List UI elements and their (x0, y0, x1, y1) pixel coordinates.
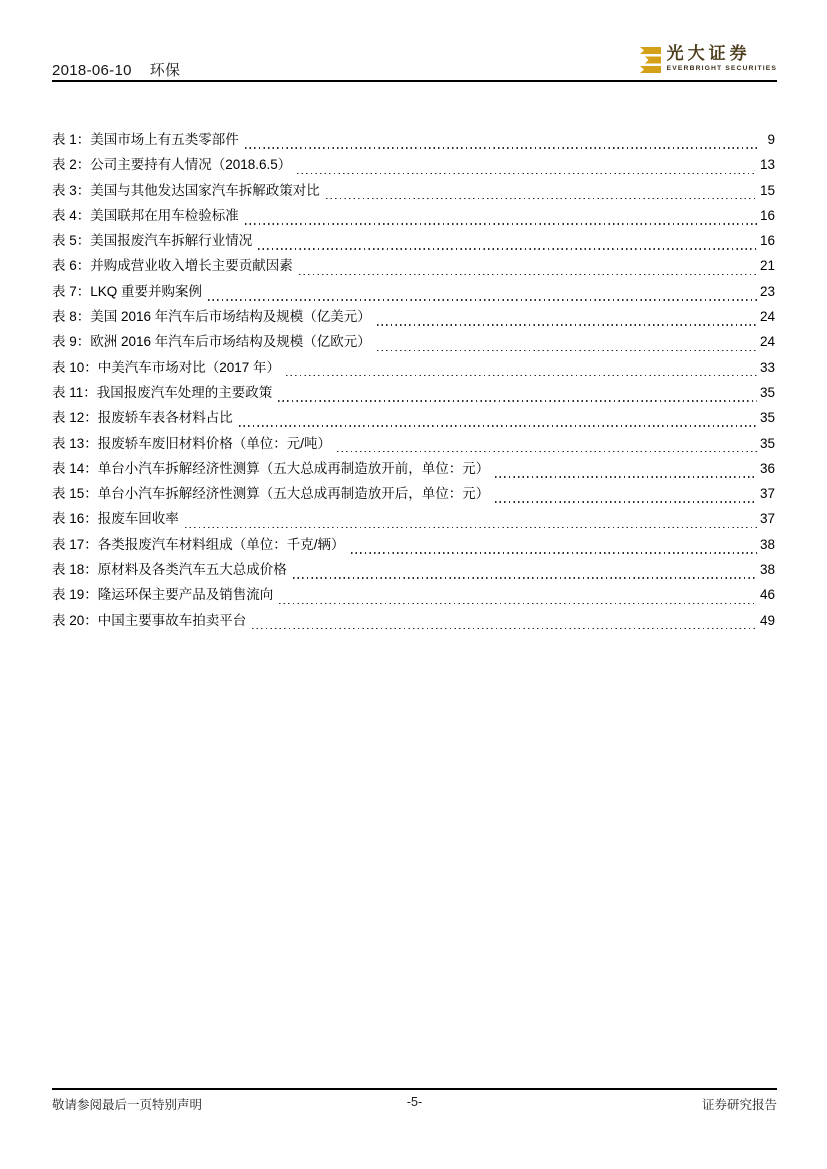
toc-entry[interactable] (52, 558, 775, 583)
brand-subtitle: EVERBRIGHT SECURITIES (666, 65, 777, 72)
toc-leader-dots (337, 451, 757, 453)
toc-entry-page: 33 (759, 359, 775, 375)
toc-leader-dots (185, 527, 757, 529)
toc-leader-dots (299, 274, 757, 276)
toc-entry-page: 23 (759, 283, 775, 299)
footer-disclaimer: 敬请参阅最后一页特别声明 (52, 1098, 203, 1112)
report-header (52, 59, 180, 80)
toc-entry-page: 37 (759, 486, 775, 502)
toc-entry[interactable] (52, 204, 775, 229)
toc-entry-label: 表 20：中国主要事故车拍卖平台 (52, 612, 247, 628)
toc-leader-dots (245, 147, 758, 149)
toc-entry-page: 35 (759, 410, 775, 426)
table-of-tables-list (52, 128, 775, 634)
toc-leader-dots (297, 173, 757, 175)
toc-entry-page: 13 (759, 157, 775, 173)
toc-leader-dots (278, 400, 757, 402)
toc-entry[interactable] (52, 533, 775, 558)
toc-entry-page: 38 (759, 562, 775, 578)
toc-entry-page: 46 (759, 587, 775, 603)
toc-entry[interactable] (52, 381, 775, 406)
toc-entry-page: 49 (759, 612, 775, 628)
toc-entry-page: 35 (759, 435, 775, 451)
toc-entry-label: 表 12：报废轿车表各材料占比 (52, 410, 233, 426)
toc-entry-page: 15 (759, 182, 775, 198)
toc-entry-page: 36 (759, 460, 775, 476)
toc-entry[interactable] (52, 229, 775, 254)
toc-leader-dots (293, 577, 757, 579)
footer-page-number: -5- (406, 1095, 423, 1109)
toc-leader-dots (377, 350, 757, 352)
toc-leader-dots (351, 552, 757, 554)
toc-entry-page: 38 (759, 536, 775, 552)
toc-entry-label: 表 16：报废车回收率 (52, 511, 179, 527)
toc-leader-dots (208, 299, 757, 301)
toc-entry[interactable] (52, 280, 775, 305)
report-date: 2018-06-10 (52, 62, 132, 79)
toc-entry-label: 表 5：美国报废汽车拆解行业情况 (52, 233, 253, 249)
toc-entry[interactable] (52, 356, 775, 381)
brand-text (667, 44, 777, 72)
toc-entry-label: 表 6：并购成营业收入增长主要贡献因素 (52, 258, 293, 274)
toc-entry[interactable] (52, 305, 775, 330)
toc-entry-label: 表 10：中美汽车市场对比（2017 年） (52, 359, 281, 375)
footer-divider (52, 1088, 777, 1090)
toc-entry-page: 9 (767, 132, 775, 147)
toc-leader-dots (258, 248, 757, 250)
toc-entry-label: 表 14：单台小汽车拆解经济性测算（五大总成再制造放开前，单位：元） (52, 460, 490, 476)
toc-entry-label: 表 9：欧洲 2016 年汽车后市场结构及规模（亿欧元） (52, 334, 371, 350)
toc-entry-label: 表 19：隆运环保主要产品及销售流向 (52, 587, 274, 603)
toc-entry-page: 16 (759, 233, 775, 249)
toc-entry[interactable] (52, 153, 775, 178)
toc-entry-page: 16 (759, 207, 775, 223)
toc-entry-label: 表 8：美国 2016 年汽车后市场结构及规模（亿美元） (52, 309, 371, 325)
toc-leader-dots (326, 198, 757, 200)
toc-entry-label: 表 4：美国联邦在用车检验标准 (52, 207, 239, 223)
toc-entry-page: 21 (759, 258, 775, 274)
toc-entry-label: 表 13：报废轿车废旧材料价格（单位：元/吨） (52, 435, 332, 451)
toc-entry[interactable] (52, 432, 775, 457)
toc-leader-dots (286, 375, 757, 377)
toc-leader-dots (495, 476, 757, 478)
toc-leader-dots (252, 628, 757, 630)
toc-entry[interactable] (52, 457, 775, 482)
toc-entry[interactable] (52, 128, 775, 153)
toc-entry-label: 表 15：单台小汽车拆解经济性测算（五大总成再制造放开后，单位：元） (52, 486, 490, 502)
toc-leader-dots (495, 501, 757, 503)
brand-name: 光大证券 (666, 44, 751, 63)
toc-entry[interactable] (52, 482, 775, 507)
toc-entry-label: 表 7：LKQ 重要并购案例 (52, 283, 203, 299)
toc-leader-dots (279, 603, 757, 605)
header-divider (52, 80, 777, 82)
toc-entry-page: 35 (759, 384, 775, 400)
toc-entry-page: 37 (759, 511, 775, 527)
toc-entry[interactable] (52, 609, 775, 634)
toc-entry-label: 表 3：美国与其他发达国家汽车拆解政策对比 (52, 182, 320, 198)
brand-logo (638, 44, 777, 73)
toc-entry[interactable] (52, 330, 775, 355)
toc-entry-label: 表 18：原材料及各类汽车五大总成价格 (52, 562, 287, 578)
toc-entry-label: 表 1：美国市场上有五类零部件 (52, 132, 239, 147)
toc-entry[interactable] (52, 583, 775, 608)
toc-entry-label: 表 17：各类报废汽车材料组成（单位：千克/辆） (52, 536, 345, 552)
toc-entry-page: 24 (759, 309, 775, 325)
report-category: 环保 (149, 62, 181, 79)
toc-entry-label: 表 2：公司主要持有人情况（2018.6.5） (52, 157, 292, 173)
toc-leader-dots (245, 223, 757, 225)
toc-entry[interactable] (52, 406, 775, 431)
toc-entry[interactable] (52, 254, 775, 279)
toc-entry-page: 24 (759, 334, 775, 350)
toc-entry[interactable] (52, 507, 775, 532)
toc-entry[interactable] (52, 179, 775, 204)
toc-leader-dots (377, 324, 757, 326)
footer-report-type: 证券研究报告 (701, 1098, 777, 1112)
everbright-logo-icon (638, 47, 661, 73)
toc-entry-label: 表 11：我国报废汽车处理的主要政策 (52, 384, 273, 400)
toc-leader-dots (239, 425, 757, 427)
